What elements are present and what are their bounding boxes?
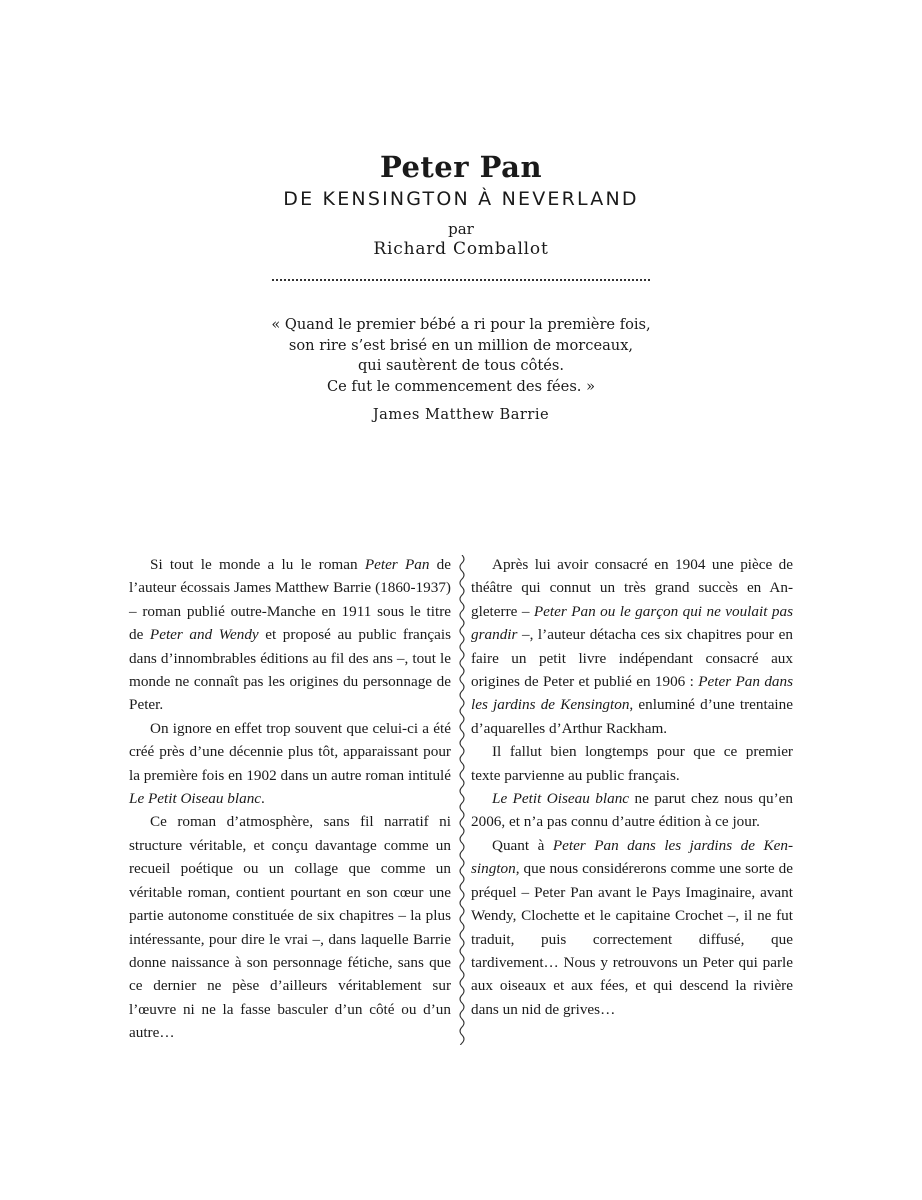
paragraph-text: . (261, 790, 265, 808)
body-paragraph (471, 740, 793, 787)
italic-title-text: Peter Pan dans les jardins de Kensington (471, 836, 793, 878)
epigraph-line: Ce fut le commencement des fées. » (326, 377, 596, 395)
text-column-left (129, 553, 451, 1045)
body-paragraph (471, 553, 793, 740)
italic-title-text: Peter Pan dans les jardins de Kensington (471, 673, 794, 714)
book-author: Richard Comballot (373, 239, 549, 259)
paragraph-text: Quant à (492, 836, 553, 854)
paragraph-text: –, l’auteur détacha ces six chapitres pour en faire un petit livre indépendant consacré aux origines de Peter et publié en 1906 : (471, 626, 793, 691)
paragraph-text: Si tout le monde a lu le roman (150, 556, 365, 573)
epigraph-line: « Quand le premier bébé a ri pour la première fois, (271, 316, 651, 333)
body-paragraph (129, 717, 451, 811)
paragraph-text: Après lui avoir consacré en 1904 une pièce de théâtre qui connut un très grand succès en Angleterre – (471, 556, 793, 620)
paragraph-text: , que nous considérerons comme une sorte de préquel – Peter Pan avant le Pays Imaginaire, avant Wendy, Clochette et le capitaine Crochet –, il ne fut traduit, puis correctement diffusé, que tardivement… Nous y retrouvons un Peter qui parle aux oiseaux et aux fées, et qui descend la rivière dans un nid de grives… (471, 860, 793, 1018)
paragraph-text: Ce roman d’atmosphère, sans fil narratif ni structure véritable, et conçu davantage comme un recueil poétique ou un collage que comme un véritable roman, contient pourtant en son cœur une partie autonome constituée de six chapitres – la plus intéressante, pour dire le vrai –, dans laquelle Barrie donne naissance à son personnage fétiche, sans que ce dernier ne pèse d’ailleurs véritablement sur l’œuvre ni ne la fasse basculer d’un côté ou d’un autre… (129, 813, 451, 1042)
paragraph-text: ne parut chez nous qu’en 2006, et n’a pas connu d’autre édition à ce jour. (471, 790, 793, 831)
paragraph-text: de l’auteur écossais James Matthew Barrie (1860-1937) – roman publié outre-Manche en 1911 sous le titre de (129, 556, 451, 644)
book-subtitle: DE KENSINGTON À NEVERLAND (283, 188, 639, 210)
epigraph-line: qui sautèrent de tous côtés. (357, 357, 565, 374)
book-title: Peter Pan (379, 150, 543, 184)
italic-title-text: Le Petit Oiseau blanc (129, 790, 262, 808)
byline-par: par (448, 220, 474, 238)
wavy-column-divider (455, 555, 469, 1045)
body-paragraph (471, 787, 793, 834)
body-paragraph (129, 810, 451, 1044)
body-paragraph (471, 834, 793, 1021)
paragraph-text: , enluminé d’une trentaine d’aquarelles d’Arthur Rackham. (471, 696, 793, 737)
paragraph-text: On ignore en effet trop souvent que celui-ci a été créé près d’une décennie plus tôt, apparaissant pour la première fois en 1902 dans un autre roman intitulé (129, 719, 451, 784)
paragraph-text: Il fallut bien longtemps pour que ce premier texte parvienne au public français. (471, 743, 793, 784)
italic-title-text: Le Petit Oiseau blanc (492, 790, 630, 808)
italic-title-text: Peter Pan (364, 556, 430, 573)
epigraph-line: son rire s’est brisé en un million de morceaux, (288, 336, 634, 354)
italic-title-text: Peter Pan ou le garçon qui ne voulait pas grandir (471, 602, 793, 644)
dotted-rule (272, 279, 650, 281)
epigraph-attribution: James Matthew Barrie (372, 406, 550, 423)
body-paragraph (129, 553, 451, 717)
text-column-right (471, 553, 793, 1021)
epigraph-quote (0, 315, 922, 397)
italic-title-text: Peter and Wendy (149, 626, 259, 644)
paragraph-text: et proposé au public français dans d’innombrables éditions au fil des ans –, tout le monde ne connaît pas les origines du personnage de Peter. (129, 626, 451, 714)
